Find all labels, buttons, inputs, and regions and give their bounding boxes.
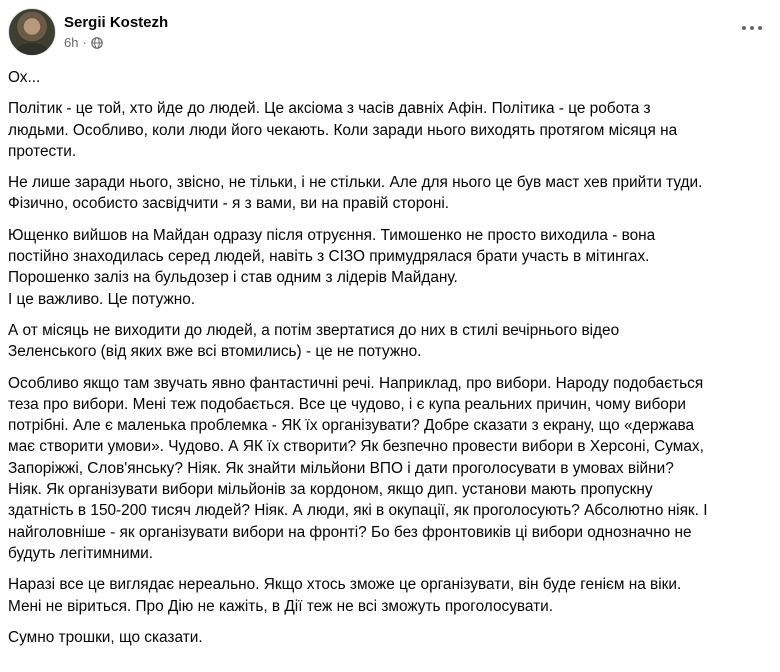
post-header [8, 8, 168, 56]
text-line: найголовніше - як організувати вибори на фронті? Бо без фронтовиків ці вибори однозначно не [8, 523, 692, 541]
text-line: Порошенко заліз на бульдозер і став одним з лідерів Майдану. [8, 269, 458, 287]
text-line: теза про вибори. Мені теж подобається. Все це чудово, і є купа реальних причин, чому вибори [8, 395, 687, 413]
text-line: Зеленського (від яких вже всі втомились) - це не потужно. [8, 343, 422, 361]
avatar[interactable] [8, 8, 56, 56]
text-line: здатність в 150-200 тисяч людей? Ніяк. А люди, які в окупації, як проголосують? Абсолютно ніяк. І [8, 502, 708, 520]
text-line: Сумно трошки, що сказати. [8, 628, 203, 646]
text-line: Не лише заради нього, звісно, не тільки, і не стільки. Але для нього це був маст хев прийти туди. [8, 174, 703, 192]
avatar-shoulders [15, 43, 49, 56]
paragraph-4 [8, 225, 778, 310]
text-line: Мені не віриться. Про Дію не кажіть, в Дії теж не всі зможуть проголосувати. [8, 597, 554, 615]
text-line: А от місяць не виходити до людей, а потім звертатися до них в стилі вечірнього відео [8, 321, 620, 339]
text-line: будуть легітимними. [8, 544, 154, 562]
globe-icon[interactable] [91, 37, 103, 49]
text-line: Особливо якщо там звучать явно фантастичні речі. Наприклад, про вибори. Народу подобається [8, 374, 704, 392]
text-line: Запоріжжі, Слов'янську? Ніяк. Як знайти мільйони ВПО і дати проголосувати в умовах війни? [8, 459, 674, 477]
text-line: Ніяк. Як організувати вибори мільйонів за кордоном, якщо дип. установи мають пропускну [8, 481, 653, 499]
author-name[interactable]: Sergii Kostezh [64, 13, 169, 31]
separator-dot: · [82, 34, 87, 50]
text-line: постійно знаходилась серед людей, навіть з СІЗО примудрялася брати участь в мітингах. [8, 248, 650, 266]
paragraph-1 [8, 67, 778, 88]
more-horizontal-icon [750, 26, 754, 30]
text-line: Ох... [8, 69, 41, 86]
paragraph-5 [8, 320, 778, 363]
paragraph-2 [8, 98, 778, 162]
post-time[interactable]: 6h [64, 34, 79, 50]
text-line: Фізично, особисто засвідчити - я з вами, ви на правій стороні. [8, 195, 450, 213]
more-horizontal-icon [758, 26, 762, 30]
text-line: має створити умови». Чудово. А ЯК їх створити? Як безпечно провести вибори в Херсоні, Сумах, [8, 438, 704, 456]
text-line: протести. [8, 142, 77, 160]
text-line: Ющенко вийшов на Майдан одразу після отруєння. Тимошенко не просто виходила - вона [8, 226, 656, 244]
text-line: І це важливо. Це потужно. [8, 290, 196, 308]
text-line: людьми. Особливо, коли люди його чекають. Коли заради нього виходять протягом місяця на [8, 121, 678, 139]
post-subline [64, 34, 168, 52]
paragraph-6 [8, 373, 778, 565]
more-horizontal-icon [742, 26, 746, 30]
paragraph-7 [8, 574, 778, 617]
more-options-button[interactable] [738, 18, 766, 38]
text-line: Наразі все це виглядає нереально. Якщо хтось зможе це організувати, він буде генієм на віки. [8, 576, 682, 594]
text-line: потрібні. Але є маленька проблемка - ЯК їх організувати? Добре сказати з екрану, що «держава [8, 417, 695, 435]
paragraph-8 [8, 627, 778, 648]
paragraph-3 [8, 172, 778, 215]
text-line: Політик - це той, хто йде до людей. Це аксіома з часів давніх Афін. Політика - це робота з [8, 100, 651, 118]
post-body [8, 67, 778, 658]
post-meta [64, 13, 168, 52]
